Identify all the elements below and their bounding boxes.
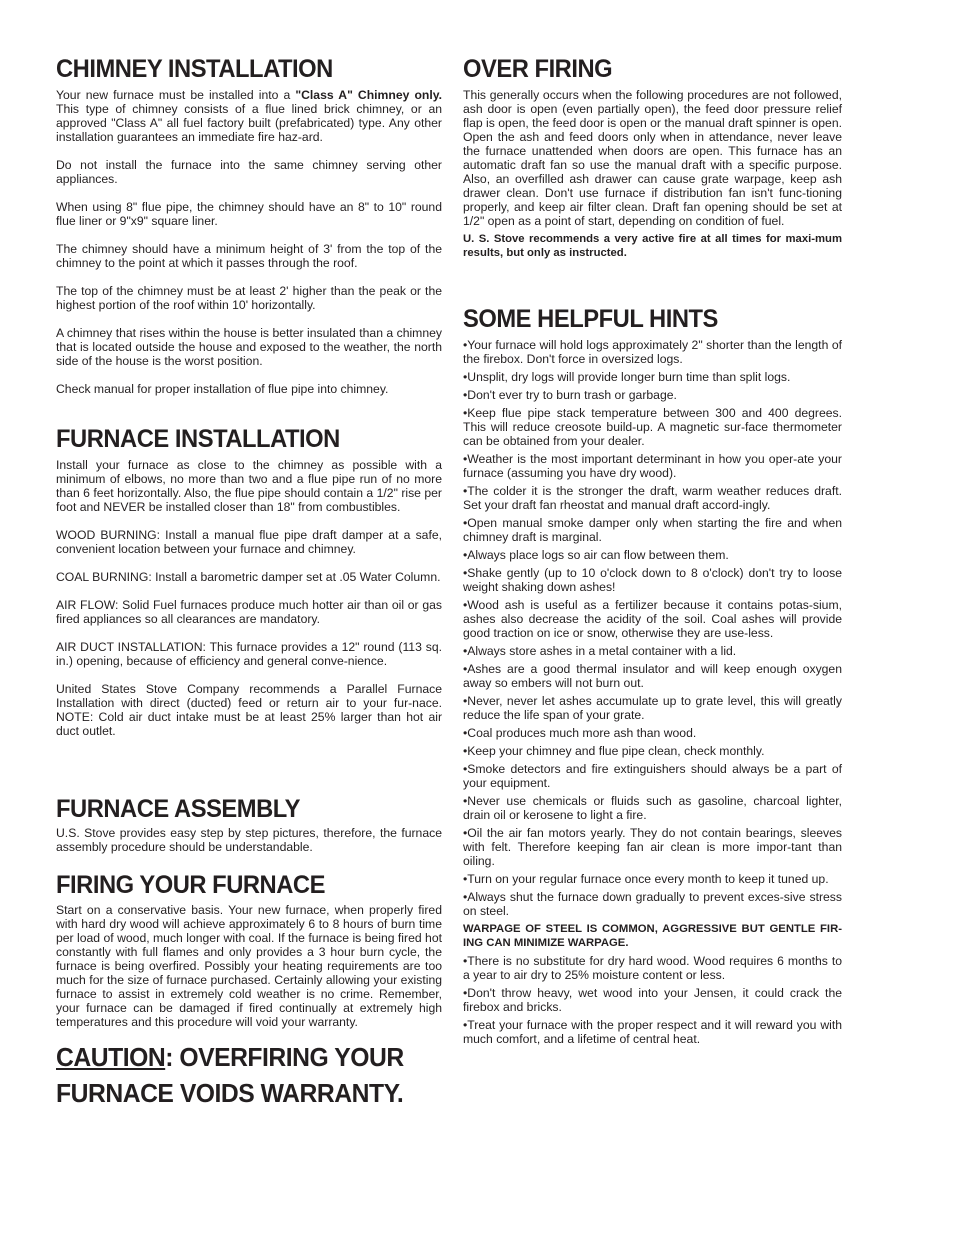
recommendation: U. S. Stove recommends a very active fire at all times for maxi-mum results, but only as instructed. <box>463 233 842 259</box>
paragraph: Do not install the furnace into the same chimney serving other appliances. <box>56 158 442 186</box>
hint-item: •Shake gently (up to 10 o'clock down to 8 o'clock) don't try to loose weight shaking down ashes! <box>463 566 842 594</box>
hint-item: •Oil the air fan motors yearly. They do not contain bearings, sleeves with felt. Therefore keeping fan air clean is more impor-tant than oiling. <box>463 826 842 868</box>
hint-item: •Never use chemicals or fluids such as gasoline, charcoal lighter, drain oil or kerosene to light a fire. <box>463 794 842 822</box>
chimney-intro <box>56 88 442 144</box>
class-a-emphasis: "Class A" Chimney only. <box>295 88 442 102</box>
hint-item: •Wood ash is useful as a fertilizer because it contains potas-sium, ashes also decrease the acidity of the soil. Coal ashes will provide good traction on ice or snow, otherwise they are use-less. <box>463 598 842 640</box>
paragraph: United States Stove Company recommends a Parallel Furnace Installation with direct (ducted) feed or return air to your fur-nace. NOTE: Cold air duct intake must be at least 25% larger than hot air duct outlet. <box>56 682 442 738</box>
caution-warning <box>56 1039 423 1111</box>
hint-item: •Ashes are a good thermal insulator and will keep enough oxygen away so embers will not burn out. <box>463 662 842 690</box>
paragraph: WOOD BURNING: Install a manual flue pipe draft damper at a safe, convenient location between your furnace and chimney. <box>56 528 442 556</box>
hint-item: •Coal produces much more ash than wood. <box>463 726 697 740</box>
paragraph: Check manual for proper installation of flue pipe into chimney. <box>56 382 389 396</box>
over-firing-section <box>463 54 842 260</box>
hint-item: •Unsplit, dry logs will provide longer burn time than split logs. <box>463 370 791 384</box>
over-firing-heading: OVER FIRING <box>463 55 613 83</box>
furnace-assembly-heading: FURNACE ASSEMBLY <box>56 795 301 823</box>
furnace-assembly-section <box>56 794 442 854</box>
furnace-installation-heading: FURNACE INSTALLATION <box>56 425 340 453</box>
hint-item: •Weather is the most important determinant in how you oper-ate your furnace (assuming you have dry wood). <box>463 452 842 480</box>
hint-item: •The colder it is the stronger the draft, warm weather reduces draft. Set your draft fan rheostat and manual draft accord-ingly. <box>463 484 842 512</box>
helpful-hints-heading: SOME HELPFUL HINTS <box>463 305 718 333</box>
hint-item: •Always place logs so air can flow between them. <box>463 548 729 562</box>
paragraph: A chimney that rises within the house is better insulated than a chimney that is located outside the house and exposed to the weather, the north side of the house is the worst position. <box>56 326 442 368</box>
hint-item: •Turn on your regular furnace once every month to keep it tuned up. <box>463 872 829 886</box>
hint-item: •Smoke detectors and fire extinguishers should always be a part of your equipment. <box>463 762 842 790</box>
paragraph: When using 8" flue pipe, the chimney should have an 8" to 10" round flue liner or 9"x9" square liner. <box>56 200 442 228</box>
helpful-hints-section <box>463 304 842 1050</box>
paragraph: AIR DUCT INSTALLATION: This furnace provides a 12" round (113 sq. in.) opening, because of efficiency and general conve-nience. <box>56 640 442 668</box>
text: This type of chimney consists of a flue lined brick chimney, or an approved "Class A" all fuel factory built (prefabricated) type. Any other installation guarantees an immediate fire haz-ard. <box>56 102 442 144</box>
chimney-section <box>56 54 442 396</box>
paragraph: Install your furnace as close to the chimney as possible with a minimum of elbows, no more than two and a flue pipe run of no more than 6 feet horizontally. Also, the flue pipe should contain a 1/2" rise per foot and NEVER be installed closer than 18" from combustibles. <box>56 458 442 514</box>
hints-list <box>463 338 842 918</box>
hint-item: •Keep your chimney and flue pipe clean, check monthly. <box>463 744 765 758</box>
warpage-warning: WARPAGE OF STEEL IS COMMON, AGGRESSIVE BUT GENTLE FIR-ING CAN MINIMIZE WARPAGE. <box>463 923 842 949</box>
firing-section <box>56 870 442 1111</box>
hint-item: •Keep flue pipe stack temperature between 300 and 400 degrees. This will reduce creosote build-up. A magnetic sur-face thermometer can be obtained from your dealer. <box>463 406 842 448</box>
hint-item: •There is no substitute for dry hard wood. Wood requires 6 months to a year to air dry to 25% moisture content or less. <box>463 954 842 982</box>
hint-item: •Treat your furnace with the proper respect and it will reward you with much comfort, and a lifetime of central heat. <box>463 1018 842 1046</box>
paragraph: This generally occurs when the following procedures are not followed, ash door is open (even partially open), the feed door pressure relief flap is open, the feed door is open or the manual draft spinner is open. Open the ash and feed doors only when in attendance, never leave the furnace unattended when doors are open. This furnace has an automatic draft fan so use the manual draft with a specific purpose. Also, an overfilled ash drawer can cause grate warpage, keep ash drawer clean. Don't use furnace if distribution fan isn't func-tioning properly, and keep air filter clean. Draft fan opening should be set at 1/2" open as a point of start, depending on condition of fuel. <box>463 88 842 228</box>
hint-item: •Always store ashes in a metal container with a lid. <box>463 644 737 658</box>
text: Your new furnace must be installed into a <box>56 88 296 102</box>
hint-item: •Never, never let ashes accumulate up to grate level, this will greatly reduce the life span of your grate. <box>463 694 842 722</box>
hint-item: •Open manual smoke damper only when starting the fire and when chimney draft is marginal. <box>463 516 842 544</box>
paragraph: The chimney should have a minimum height of 3' from the top of the chimney to the point at which it passes through the roof. <box>56 242 442 270</box>
paragraph: Start on a conservative basis. Your new furnace, when properly fired with hard dry wood will achieve approximately 6 to 8 hours of burn time per load of wood, much longer with coal. If the furnace is being fired hot constantly with full flames and only provides a 3 hour burn cycle, the furnace is being overfired. Possibly your heating requirements are too much for the size of furnace purchased. Certainly allowing your existing furnace to assist in extremely cold weather is no crime. Remember, your furnace can be damaged if fired continually at extremely high temperatures and this procedure will void your warranty. <box>56 903 442 1029</box>
hints-list-2 <box>463 954 842 1046</box>
firing-heading: FIRING YOUR FURNACE <box>56 871 325 899</box>
hint-item: •Always shut the furnace down gradually to prevent exces-sive stress on steel. <box>463 890 842 918</box>
paragraph: COAL BURNING: Install a barometric damper set at .05 Water Column. <box>56 570 441 584</box>
furnace-installation-section <box>56 424 442 738</box>
paragraph: AIR FLOW: Solid Fuel furnaces produce much hotter air than oil or gas fired appliances so all clearances are mandatory. <box>56 598 442 626</box>
hint-item: •Your furnace will hold logs approximately 2" shorter than the length of the firebox. Don't force in oversized logs. <box>463 338 842 366</box>
paragraph: U.S. Stove provides easy step by step pictures, therefore, the furnace assembly procedure should be understandable. <box>56 826 442 854</box>
paragraph: The top of the chimney must be at least 2' higher than the peak or the highest portion of the roof within 10' horizontally. <box>56 284 442 312</box>
hint-item: •Don't ever try to burn trash or garbage. <box>463 388 677 402</box>
chimney-heading: CHIMNEY INSTALLATION <box>56 55 333 83</box>
text: FURNACE VOIDS WARRANTY. <box>56 1078 404 1108</box>
hint-item: •Don't throw heavy, wet wood into your Jensen, it could crack the firebox and bricks. <box>463 986 842 1014</box>
text: : OVERFIRING YOUR <box>165 1042 404 1072</box>
caution-word: CAUTION <box>56 1042 166 1072</box>
